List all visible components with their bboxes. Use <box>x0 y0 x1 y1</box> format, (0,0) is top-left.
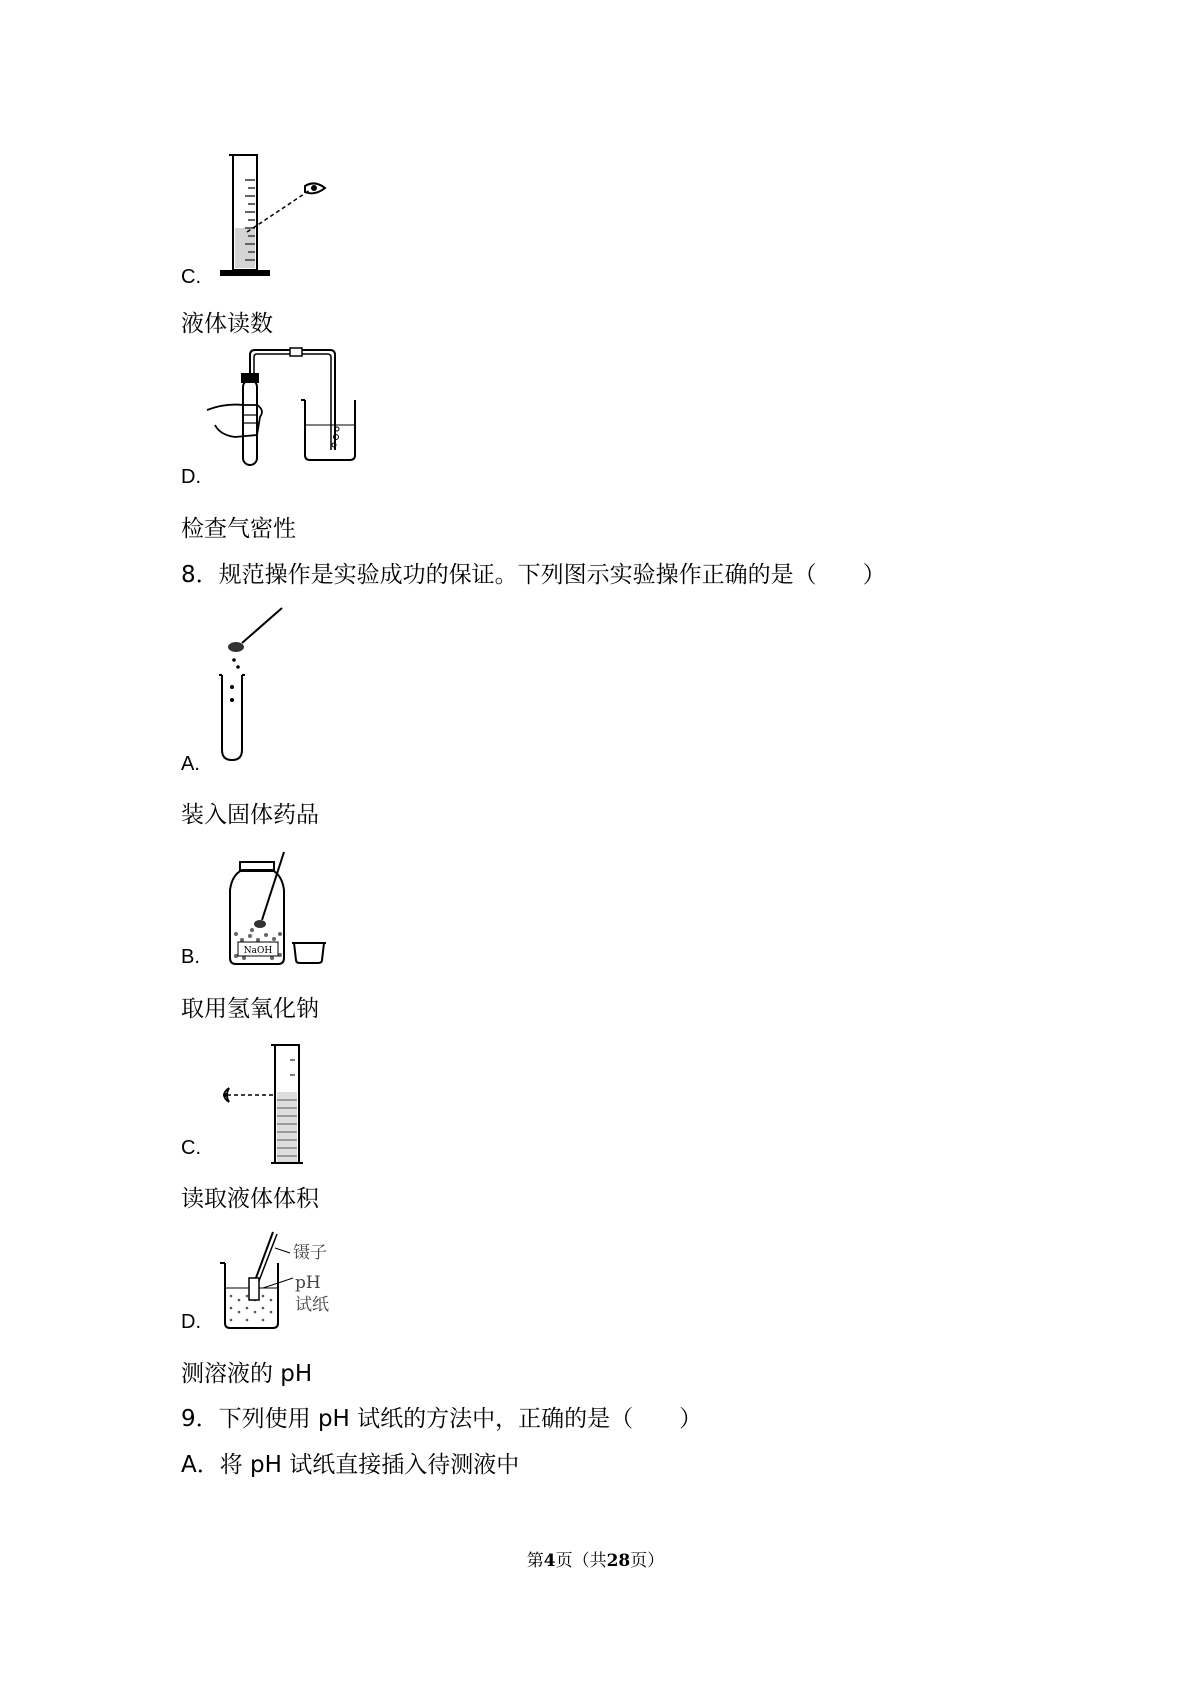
option-8a-caption: 装入固体药品 <box>181 802 319 828</box>
footer-middle: 页（共 <box>555 1551 607 1571</box>
ph-test-figure <box>215 1228 355 1333</box>
naoh-jar-figure <box>222 850 342 970</box>
airtightness-figure <box>205 345 370 470</box>
cylinder-reading-figure <box>215 150 330 285</box>
question-9-text: 9．下列使用 pH 试纸的方法中，正确的是（ ） <box>181 1406 703 1432</box>
question-8-text: 8．规范操作是实验成功的保证。下列图示实验操作正确的是（ ） <box>181 562 886 588</box>
option-8b-label: B. <box>181 946 200 968</box>
option-8d-caption: 测溶液的 pH <box>181 1361 313 1387</box>
item-d-caption: 检查气密性 <box>181 516 296 542</box>
footer-page-number: 4 <box>543 1551 556 1571</box>
item-c-caption: 液体读数 <box>181 311 273 337</box>
footer-suffix: 页） <box>630 1551 665 1571</box>
ph-paper-label-2: 试纸 <box>295 1295 329 1315</box>
item-d-label: D. <box>181 466 201 488</box>
solid-into-tube-figure <box>212 605 292 765</box>
question-9-option-a: A．将 pH 试纸直接插入待测液中 <box>181 1452 520 1478</box>
option-8a-label: A. <box>181 753 200 775</box>
option-8c-caption: 读取液体体积 <box>181 1186 319 1212</box>
footer-total-pages: 28 <box>606 1551 631 1571</box>
ph-paper-label-1: pH <box>295 1273 321 1293</box>
footer-prefix: 第 <box>526 1551 544 1571</box>
option-8c-label: C. <box>181 1137 201 1159</box>
tweezers-label: 镊子 <box>293 1243 327 1263</box>
read-volume-figure <box>215 1040 325 1170</box>
option-8b-caption: 取用氢氧化钠 <box>181 996 319 1022</box>
jar-label: NaOH <box>243 946 273 956</box>
page-footer <box>0 1546 1191 1571</box>
option-8d-label: D. <box>181 1311 201 1333</box>
item-c-label: C. <box>181 266 201 288</box>
